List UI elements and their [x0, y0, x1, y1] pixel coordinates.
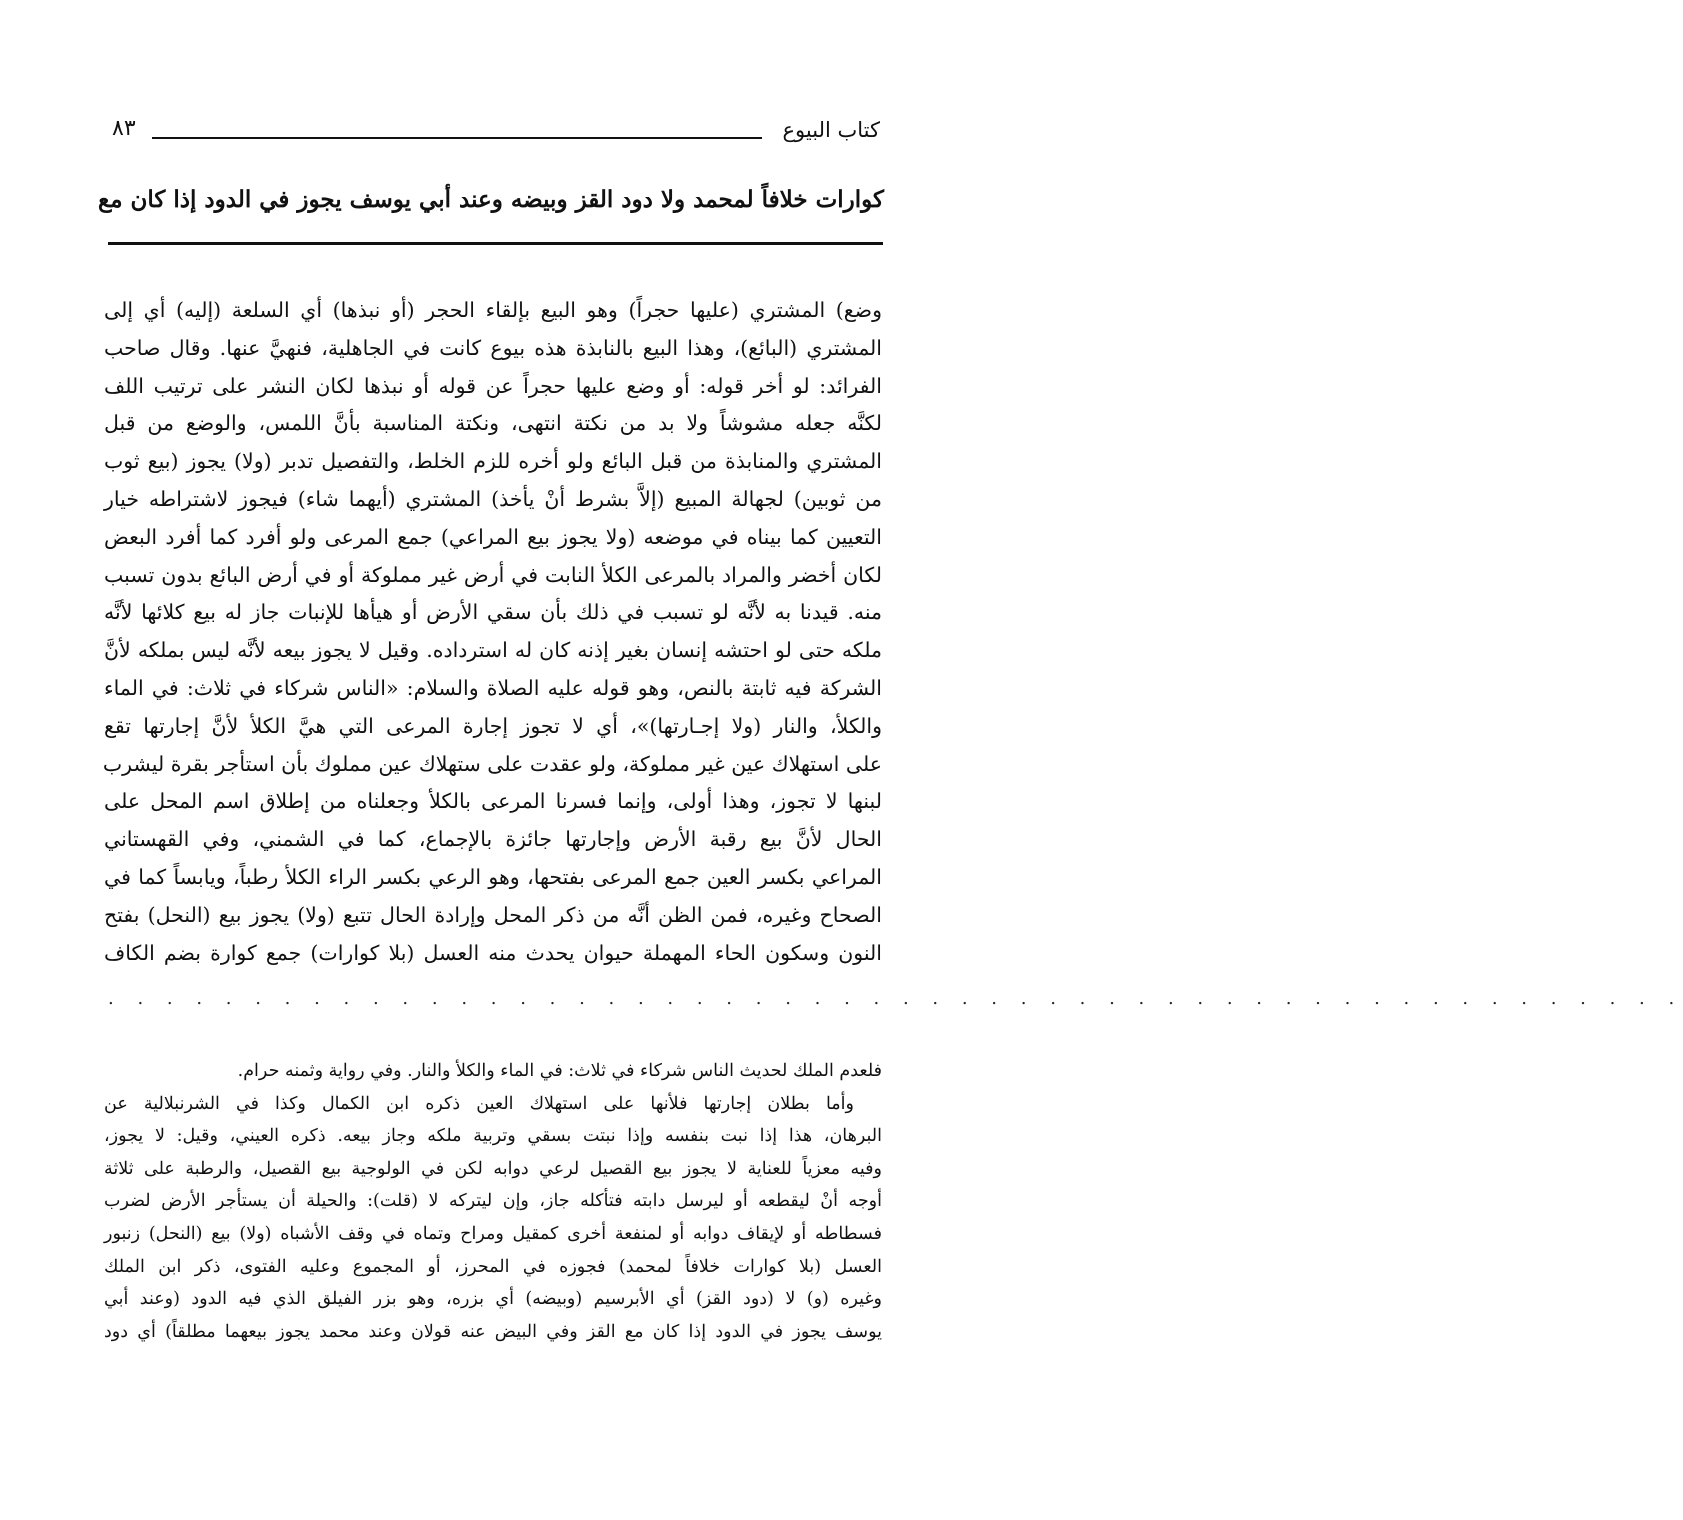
body-line: الصحاح وغيره، فمن الظن أنَّه من ذكر المحل وإرادة الحال تتبع (ولا) يجوز بيع (النحل) بفتح	[104, 902, 882, 927]
header-rule	[152, 137, 762, 139]
body-line: لكان أخضر والمراد بالمرعى الكلأ النابت في أرض غير مملوكة أو في أرض البائع بدون تسبب	[104, 562, 882, 587]
footnote-line: العسل (بلا كوارات خلافاً لمحمد) فجوزه في المحرز، أو المجموع وعليه الفتوى، ذكر ابن الملك	[104, 1256, 882, 1277]
body-line: المشتري والمنابذة من قبل البائع ولو أخره للزم الخلط، والتفصيل تدبر (ولا) يجوز (بيع ثوب	[104, 449, 882, 474]
body-line: على استهلاك عين غير مملوكة، ولو عقدت على ستهلاك عين مملوك بأن استأجر بقرة ليشرب	[102, 751, 882, 776]
footnote-line: وغيره (و) لا (دود القز) أي الأبرسيم (وبيضه) أي بزره، وهو بزر الفيلق الذي فيه الدود (وعند أبي	[104, 1289, 882, 1310]
body-line: الفرائد: لو أخر قوله: أو وضع عليها حجراً عن قوله أو نبذها لكان النشر على ترتيب اللف	[104, 373, 882, 398]
body-line: والكلأ، والنار (ولا إجـارتها)»، أي لا تجوز إجارة المرعى التي هيَّ الكلأ لأنَّ إجارتها تقع	[104, 713, 882, 738]
body-line: من ثوبين) لجهالة المبيع (إلاَّ بشرط أنْ يأخذ) المشتري (أيهما شاء) فيجوز لاشتراطه خيار	[104, 486, 882, 511]
footnote-line: أوجه أنْ ليقطعه أو ليرسل دابته فتأكله جاز، وإن ليتركه لا (قلت): والحيلة أن يستأجر الأرض لضرب	[104, 1191, 882, 1212]
book-title: كتاب البيوع	[782, 118, 880, 142]
body-line: المشتري (البائع)، وهذا البيع بالنابذة هذه بيوع كانت في الجاهلية، فنهيَّ عنها. وقال صاحب	[104, 335, 882, 360]
page-number: ٨٣	[112, 116, 136, 141]
matn-rule	[108, 242, 883, 245]
body-line: الشركة فيه ثابتة بالنص، وهو قوله عليه الصلاة والسلام: «الناس شركاء في ثلاث: في الماء	[104, 675, 882, 700]
body-line: لبنها لا تجوز، وهذا أولى، وإنما فسرنا المرعى بالكلأ وجعلناه من إطلاق اسم المحل على	[104, 789, 882, 814]
body-line: لكنَّه جعله مشوشاً ولا بد من نكتة انتهى، ونكتة المناسبة بأنَّ اللمس، والوضع من قبل	[104, 411, 882, 436]
commentary-body	[104, 292, 882, 972]
footnote-line: فسطاطه أو لإيقاف دوابه أو لمنفعة أخرى كمقيل ومراح وتماه في وقف الأشباه (ولا) بيع (النحل) زنبور	[104, 1223, 882, 1244]
body-line: الحال لأنَّ بيع رقبة الأرض وإجارتها جائزة بالإجماع، كما في الشمني، وفي القهستاني	[104, 827, 882, 852]
footnote-line: البرهان، هذا إذا نبت بنفسه وإذا نبتت بسقي وتربية ملكه وجاز بيعه. ذكره العيني، وقيل: لا يجوز،	[104, 1126, 882, 1147]
body-line: ملكه حتى لو احتشه إنسان بغير إذنه كان له استرداده. وقيل لا يجوز بيعه لأنَّه ليس بملكه لأنَّ	[104, 638, 882, 663]
footnote-line: وأما بطلان إجارتها فلأنها على استهلاك العين ذكره ابن الكمال وكذا في الشرنبلالية عن	[104, 1093, 854, 1114]
dotted-separator: . . . . . . . . . . . . . . . . . . . . . . . . . . . . . . . . . . . . . . . . . . . . . . . . . . . . . .	[108, 988, 1683, 1009]
footnote-line: فلعدم الملك لحديث الناس شركاء في ثلاث: في الماء والكلأ والنار. وفي رواية وثمنه حرام.	[237, 1061, 882, 1081]
body-line: النون وسكون الحاء المهملة حيوان يحدث منه العسل (بلا كوارات) جمع كوارة بضم الكاف	[104, 940, 882, 965]
body-line: المراعي بكسر العين جمع المرعى بفتحها، وهو الرعي بكسر الراء الكلأ رطباً، ويابساً كما في	[104, 864, 882, 889]
footnote-line: وفيه معزياً للعناية لا يجوز بيع القصيل لرعي دوابه لكن في الولوجية بيع القصيل، والرطبة على ثلاثة	[104, 1158, 882, 1179]
body-line: منه. قيدنا به لأنَّه لو تسبب في ذلك بأن سقي الأرض أو هيأها للإنبات جاز له بيع كلائها لأنَّه	[104, 600, 882, 625]
footnotes	[104, 1055, 882, 1348]
matn-line: كوارات خلافاً لمحمد ولا دود القز وبيضه وعند أبي يوسف يجوز في الدود إذا كان مع	[97, 186, 884, 213]
body-line: التعيين كما بيناه في موضعه (ولا يجوز بيع المراعي) جمع المرعى ولو أفرد كما أفرد البعض	[104, 524, 882, 549]
body-line: وضع) المشتري (عليها حجراً) وهو البيع بإلقاء الحجر (أو نبذها) أي السلعة (إليه) أي إلى	[104, 298, 882, 322]
footnote-line: يوسف يجوز في الدود إذا كان مع القز وفي البيض عنه قولان وعند محمد يجوز بيعهما مطلقاً) أي دود	[104, 1321, 882, 1342]
running-header	[112, 112, 880, 152]
